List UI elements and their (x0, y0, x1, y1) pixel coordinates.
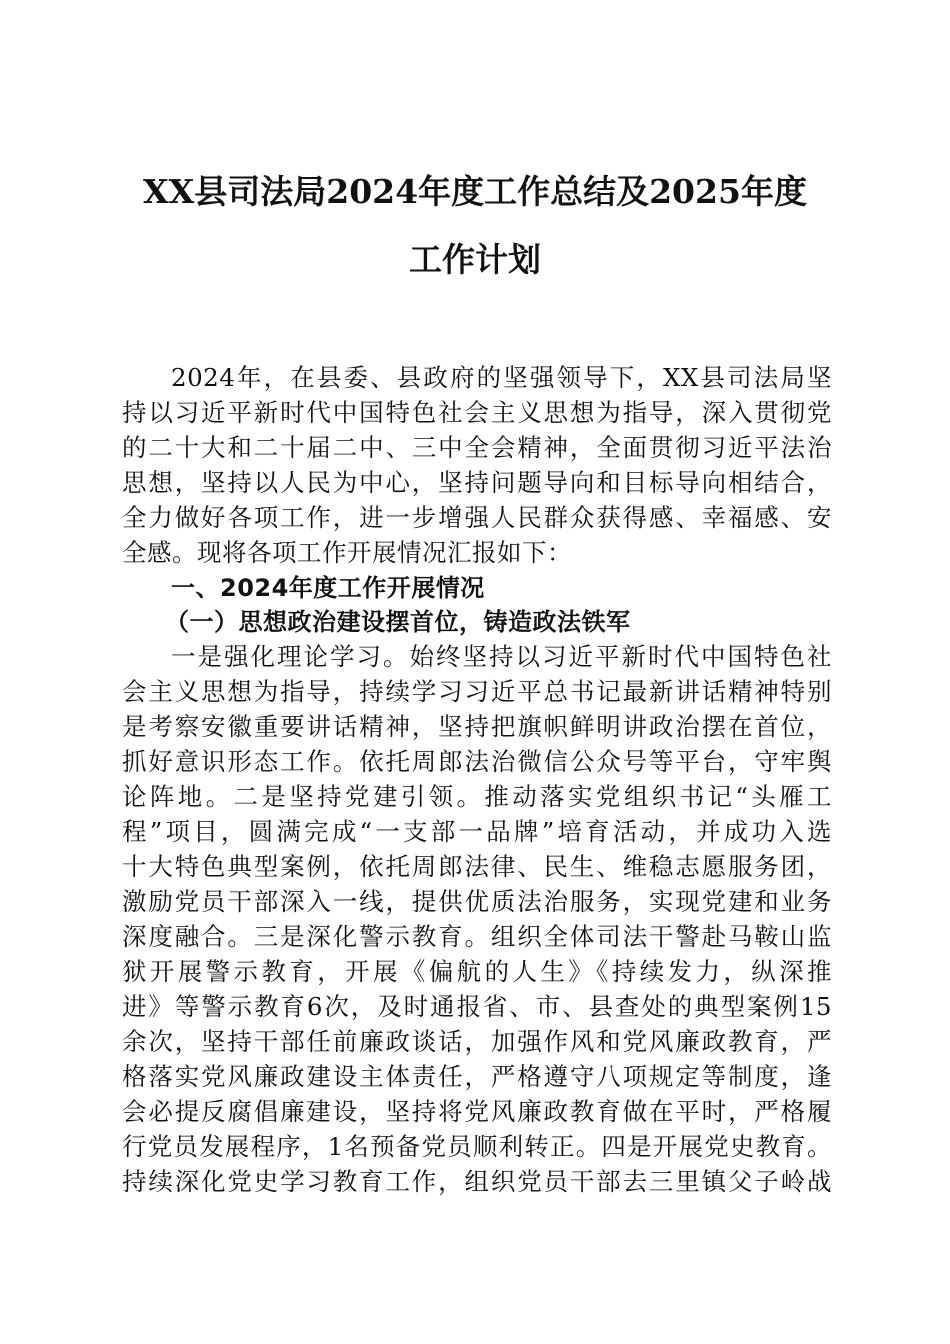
paragraph-line: 的二十大和二十届二中、三中全会精神，全面贯彻习近平法治 (122, 433, 832, 462)
paragraph-line: 狱开展警示教育，开展《偏航的人生》《持续发力，纵深推 (122, 957, 832, 986)
section-heading: 一、2024年度工作开展情况 (171, 574, 485, 602)
paragraph-line: 格落实党风廉政建设主体责任，严格遵守八项规定等制度，逢 (122, 1062, 832, 1091)
paragraph-line: 程”项目，圆满完成“一支部一品牌”培育活动，并成功入选 (122, 817, 832, 846)
paragraph-line: 抓好意识形态工作。依托周郎法治微信公众号等平台，守牢舆 (122, 747, 832, 776)
paragraph-line: 2024年，在县委、县政府的坚强领导下，XX县司法局坚 (171, 363, 832, 392)
paragraph-line: 余次，坚持干部任前廉政谈话，加强作风和党风廉政教育，严 (122, 1027, 832, 1056)
paragraph-line: 十大特色典型案例，依托周郎法律、民生、维稳志愿服务团， (122, 852, 832, 881)
paragraph-line: 全感。现将各项工作开展情况汇报如下： (122, 538, 572, 567)
document-title-line-1: XX县司法局2024年度工作总结及2025年度 (143, 172, 807, 211)
paragraph-line: 行党员发展程序，1名预备党员顺利转正。四是开展党史教育。 (122, 1132, 832, 1161)
paragraph-line: 持以习近平新时代中国特色社会主义思想为指导，深入贯彻党 (122, 398, 832, 427)
paragraph-line: 全力做好各项工作，进一步增强人民群众获得感、幸福感、安 (122, 503, 832, 532)
paragraph-line: 进》等警示教育6次，及时通报省、市、县查处的典型案例15 (122, 992, 832, 1021)
document-title-line-2: 工作计划 (409, 240, 541, 279)
paragraph-line: 会必提反腐倡廉建设，坚持将党风廉政教育做在平时，严格履 (122, 1097, 832, 1126)
paragraph-line: 深度融合。三是深化警示教育。组织全体司法干警赴马鞍山监 (122, 922, 832, 951)
paragraph-line: 激励党员干部深入一线，提供优质法治服务，实现党建和业务 (122, 887, 832, 916)
subsection-heading: （一）思想政治建设摆首位，铸造政法铁军 (165, 607, 631, 636)
paragraph-line: 持续深化党史学习教育工作，组织党员干部去三里镇父子岭战 (122, 1167, 832, 1196)
paragraph-line: 是考察安徽重要讲话精神，坚持把旗帜鲜明讲政治摆在首位， (122, 712, 832, 741)
paragraph-line: 一是强化理论学习。始终坚持以习近平新时代中国特色社 (171, 642, 832, 671)
paragraph-line: 论阵地。二是坚持党建引领。推动落实党组织书记“头雁工 (122, 782, 832, 811)
paragraph-line: 思想，坚持以人民为中心，坚持问题导向和目标导向相结合， (122, 468, 832, 497)
paragraph-line: 会主义思想为指导，持续学习习近平总书记最新讲话精神特别 (122, 677, 832, 706)
